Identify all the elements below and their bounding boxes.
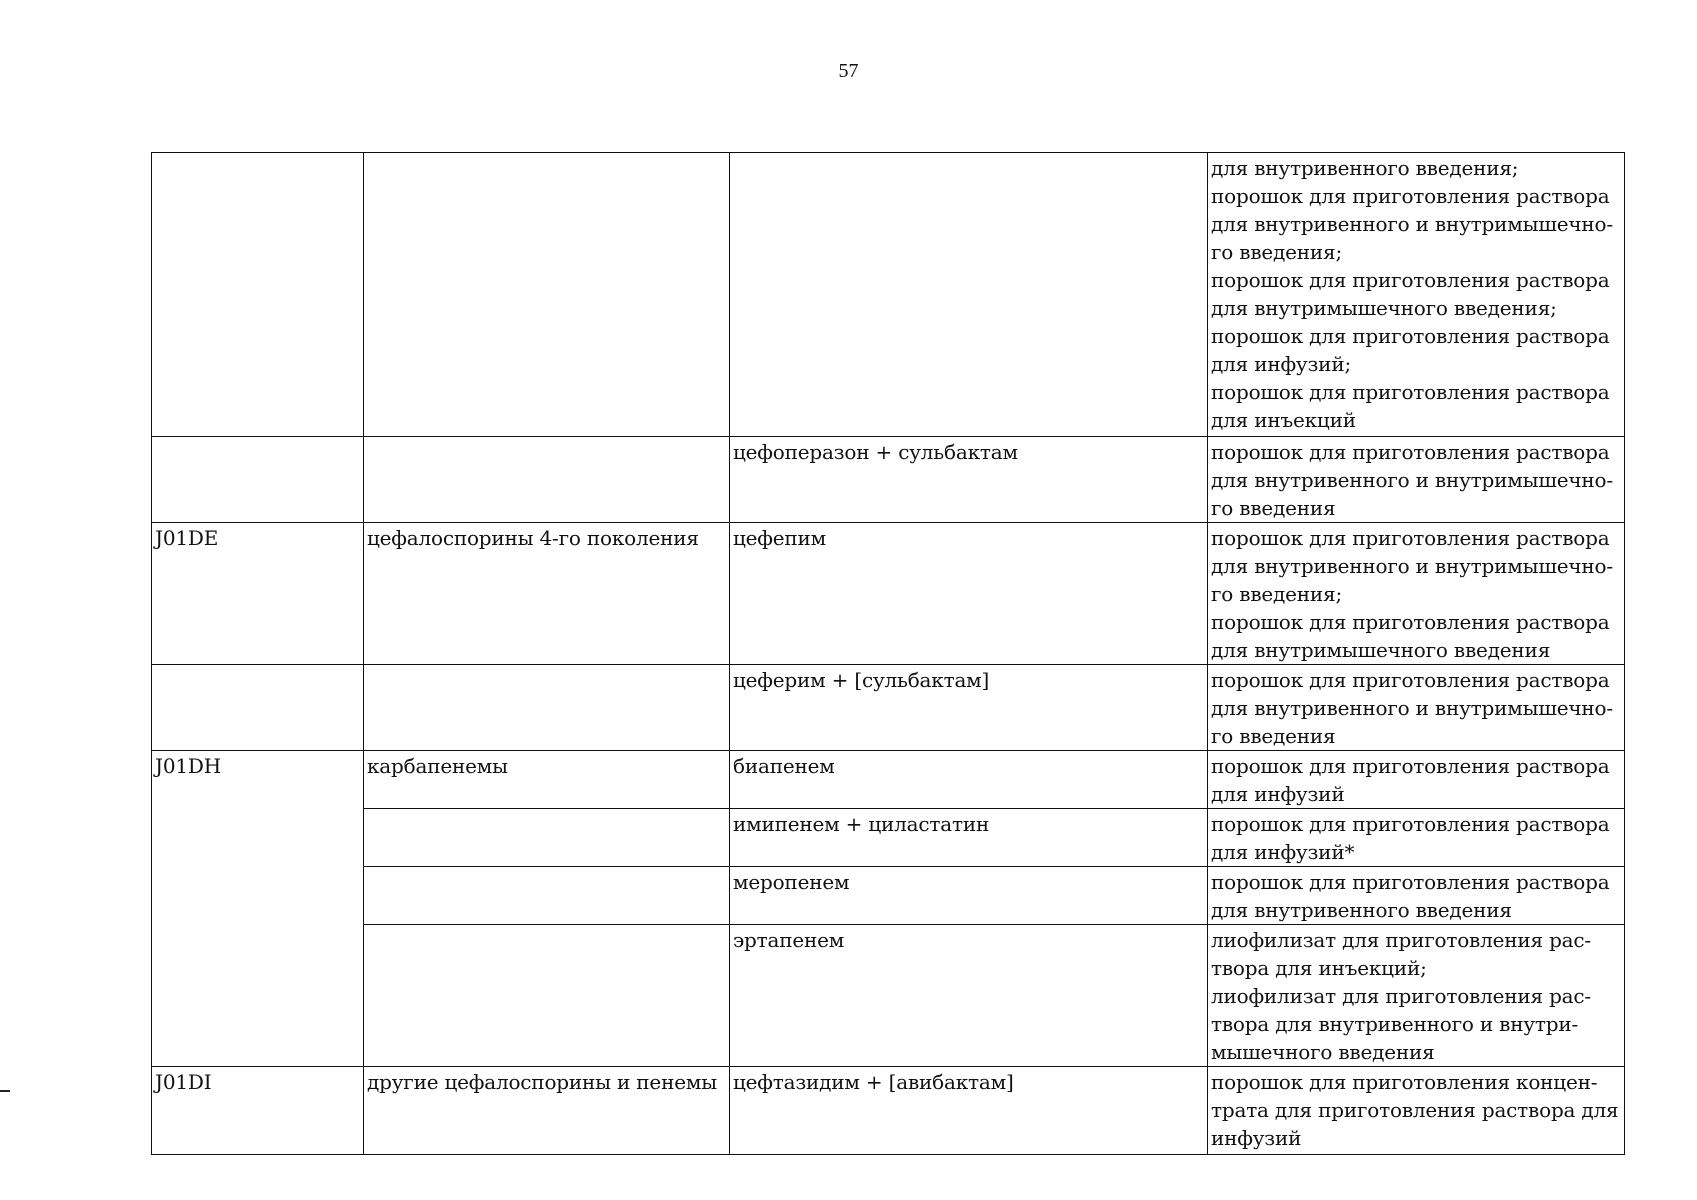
dosage-form-line: инфузий	[1211, 1126, 1302, 1150]
drug-name-cell: цефтазидим + [авибактам]	[730, 1067, 1208, 1155]
dosage-form-cell	[1208, 809, 1625, 867]
margin-mark	[0, 1090, 10, 1092]
dosage-form-line: лиофилизат для приготовления рас-	[1211, 984, 1591, 1008]
dosage-form-cell	[1208, 1067, 1625, 1155]
group-cell: другие цефалоспорины и пенемы	[364, 1067, 730, 1155]
drug-name-cell: цеферим + [сульбактам]	[730, 665, 1208, 751]
table-row	[152, 809, 1625, 867]
dosage-form-line: порошок для приготовления раствора	[1211, 380, 1610, 404]
dosage-form-line: порошок для приготовления раствора	[1211, 324, 1610, 348]
dosage-form-cell	[1208, 523, 1625, 665]
drug-name-cell: имипенем + циластатин	[730, 809, 1208, 867]
atc-code-cell: J01DH	[152, 751, 364, 1067]
dosage-form-line: для внутривенного и внутримышечно-	[1211, 468, 1613, 492]
table-row	[152, 751, 1625, 809]
group-cell	[364, 153, 730, 437]
dosage-form-line: порошок для приготовления раствора	[1211, 812, 1610, 836]
dosage-form-line: порошок для приготовления раствора	[1211, 526, 1610, 550]
dosage-form-line: порошок для приготовления раствора	[1211, 184, 1610, 208]
table-row	[152, 437, 1625, 523]
table-row	[152, 867, 1625, 925]
table-row	[152, 925, 1625, 1067]
dosage-form-line: порошок для приготовления раствора	[1211, 610, 1610, 634]
page-number: 57	[838, 60, 859, 82]
atc-code-cell: J01DI	[152, 1067, 364, 1155]
group-cell	[364, 809, 730, 867]
group-cell	[364, 437, 730, 523]
dosage-form-cell	[1208, 665, 1625, 751]
dosage-form-line: для инъекций	[1211, 408, 1356, 432]
drug-name-cell: цефоперазон + сульбактам	[730, 437, 1208, 523]
dosage-form-line: для внутривенного и внутримышечно-	[1211, 696, 1613, 720]
dosage-form-cell	[1208, 437, 1625, 523]
dosage-form-line: трата для приготовления раствора для	[1211, 1098, 1619, 1122]
dosage-form-line: го введения;	[1211, 240, 1342, 264]
drug-name-cell	[730, 153, 1208, 437]
dosage-form-line: порошок для приготовления концен-	[1211, 1070, 1598, 1094]
drug-name-cell: эртапенем	[730, 925, 1208, 1067]
dosage-form-line: го введения;	[1211, 582, 1342, 606]
table-row	[152, 665, 1625, 751]
dosage-form-line: для инфузий	[1211, 782, 1345, 806]
dosage-form-line: для внутримышечного введения;	[1211, 296, 1557, 320]
dosage-form-line: для инфузий*	[1211, 840, 1355, 864]
drug-name-cell: биапенем	[730, 751, 1208, 809]
dosage-form-line: твора для внутривенного и внутри-	[1211, 1012, 1579, 1036]
group-cell	[364, 925, 730, 1067]
dosage-form-cell	[1208, 153, 1625, 437]
dosage-form-line: лиофилизат для приготовления рас-	[1211, 928, 1591, 952]
table-row	[152, 1067, 1625, 1155]
dosage-form-line: го введения	[1211, 724, 1336, 748]
dosage-form-line: для внутривенного введения	[1211, 898, 1512, 922]
group-cell	[364, 867, 730, 925]
dosage-form-line: порошок для приготовления раствора	[1211, 668, 1610, 692]
dosage-form-cell	[1208, 867, 1625, 925]
dosage-form-line: порошок для приготовления раствора	[1211, 754, 1610, 778]
dosage-form-cell	[1208, 925, 1625, 1067]
dosage-form-line: твора для инъекций;	[1211, 956, 1427, 980]
dosage-form-line: порошок для приготовления раствора	[1211, 870, 1610, 894]
dosage-form-line: для внутривенного и внутримышечно-	[1211, 212, 1613, 236]
table-row	[152, 153, 1625, 437]
atc-code-cell	[152, 437, 364, 523]
dosage-form-line: для внутримышечного введения	[1211, 638, 1551, 662]
drug-name-cell: меропенем	[730, 867, 1208, 925]
dosage-form-line: порошок для приготовления раствора	[1211, 440, 1610, 464]
atc-code-cell	[152, 153, 364, 437]
dosage-form-line: мышечного введения	[1211, 1040, 1435, 1064]
dosage-form-line: го введения	[1211, 496, 1336, 520]
atc-code-cell	[152, 665, 364, 751]
group-cell: карбапенемы	[364, 751, 730, 809]
dosage-form-line: для внутривенного и внутримышечно-	[1211, 554, 1613, 578]
dosage-form-line: для инфузий;	[1211, 352, 1351, 376]
table-row	[152, 523, 1625, 665]
dosage-form-line: порошок для приготовления раствора	[1211, 268, 1610, 292]
dosage-form-line: для внутривенного введения;	[1211, 156, 1519, 180]
dosage-form-cell	[1208, 751, 1625, 809]
group-cell	[364, 665, 730, 751]
drug-classification-table	[151, 152, 1625, 1155]
drug-name-cell: цефепим	[730, 523, 1208, 665]
atc-code-cell: J01DE	[152, 523, 364, 665]
group-cell: цефалоспорины 4-го поколения	[364, 523, 730, 665]
